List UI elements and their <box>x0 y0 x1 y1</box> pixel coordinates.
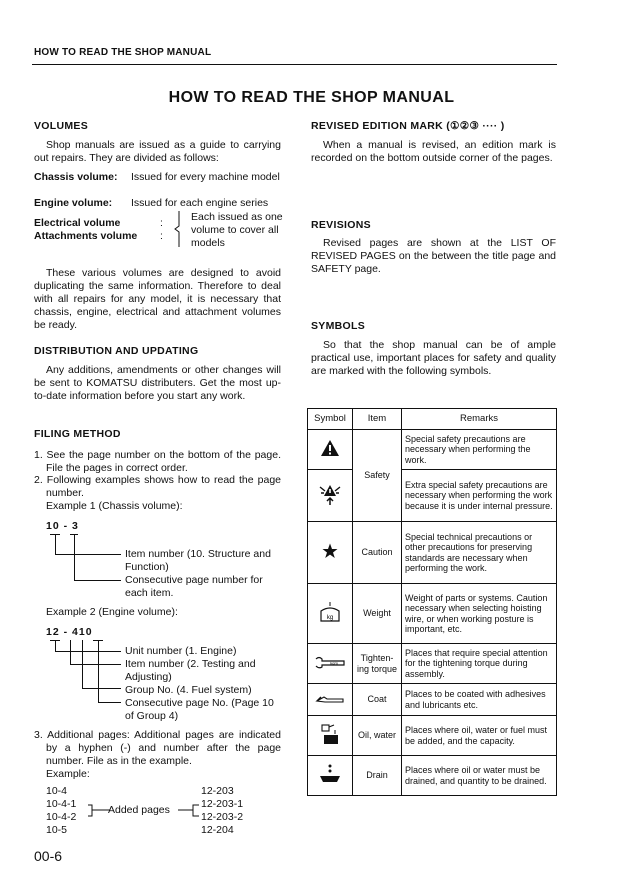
symbol-cell <box>308 684 353 716</box>
torque-wrench-icon <box>314 655 346 669</box>
remarks-cell: Places that require special attention for the tightening torque during assembly. <box>402 644 557 684</box>
item-cell: Caution <box>353 522 402 584</box>
item-cell: Coat <box>353 684 402 716</box>
revisions-paragraph: Revised pages are shown at the LIST OF REVISED PAGES on the between the title page and SAFETY page. <box>311 237 556 275</box>
revised-edition-heading: REVISED EDITION MARK (①②③ ···· ) <box>311 120 505 132</box>
bracket-line <box>82 640 83 688</box>
attachments-volume-label: Attachments volume <box>34 230 138 242</box>
item-cell: Drain <box>353 756 402 796</box>
symbol-cell <box>308 430 353 470</box>
example-2-consecutive: Consecutive page No. (Page 10 of Group 4) <box>125 697 274 722</box>
column-header-symbol: Symbol <box>308 409 353 430</box>
added-pages-label: Added pages <box>108 804 170 816</box>
remarks-cell: Weight of parts or systems. Caution necessary when selecting hoisting wire, or when working posture is important, etc. <box>402 584 557 644</box>
pressure-warning-icon <box>318 482 342 506</box>
table-row <box>308 756 557 796</box>
engine-volume-label: Engine volume: <box>34 197 113 209</box>
example-2-number: 12 - 410 <box>46 626 93 638</box>
table-row <box>308 684 557 716</box>
leader-line <box>82 688 121 689</box>
page-title: HOW TO READ THE SHOP MANUAL <box>168 89 455 106</box>
symbols-paragraph: So that the shop manual can be of ample practical use, important places for safety and quality are marked with the following symbols. <box>311 339 556 377</box>
leader-line <box>98 702 121 703</box>
symbol-cell <box>308 584 353 644</box>
chassis-volume-label: Chassis volume: <box>34 171 118 183</box>
table-row <box>308 430 557 470</box>
page-code: 10-5 <box>46 824 68 836</box>
symbols-heading: SYMBOLS <box>311 320 366 332</box>
table-row <box>308 644 557 684</box>
remarks-cell: Places where oil, water or fuel must be added, and the capacity. <box>402 716 557 756</box>
filing-item-2: 2. Following examples shows how to read the page number. <box>34 474 281 499</box>
page-code: 12-203-2 <box>201 811 244 823</box>
page-code: 12-204 <box>201 824 234 836</box>
header-rule <box>32 64 557 65</box>
remarks-cell: Extra special safety precautions are necessary when performing the work because it is under internal pressure. <box>402 470 557 522</box>
bracket-line <box>74 534 75 580</box>
example-1-label: Example 1 (Chassis volume): <box>46 500 183 512</box>
symbol-cell <box>308 644 353 684</box>
leader-line <box>70 664 121 665</box>
bracket-line <box>55 640 56 651</box>
bracket-line <box>70 640 71 664</box>
weight-icon-text: kg <box>326 615 334 622</box>
revised-edition-paragraph: When a manual is revised, an edition mark is recorded on the bottom outside corner of the pages. <box>311 139 556 164</box>
example-1-consecutive: Consecutive page number for each item. <box>125 574 263 599</box>
page-number: 00-6 <box>34 848 63 864</box>
oil-can-icon <box>318 722 342 746</box>
remarks-cell: Places where oil or water must be drained, and quantity to be drained. <box>402 756 557 796</box>
page-code: 10-4-2 <box>46 811 77 823</box>
volumes-paragraph: These various volumes are designed to avoid duplicating the same information. Therefore to deal with all repairs for any model, it is necessary that chassis, engine, electrical and attachment volumes be ready. <box>34 267 281 331</box>
item-cell: Weight <box>353 584 402 644</box>
symbols-table <box>307 408 557 796</box>
page-code: 10-4 <box>46 785 68 797</box>
warning-triangle-icon <box>320 439 340 457</box>
symbol-cell <box>308 470 353 522</box>
table-row <box>308 522 557 584</box>
volumes-heading: VOLUMES <box>34 120 89 132</box>
table-row <box>308 716 557 756</box>
brace-icon <box>172 210 182 248</box>
remarks-cell: Places to be coated with adhesives and lubricants etc. <box>402 684 557 716</box>
page-code: 12-203-1 <box>201 798 244 810</box>
column-header-item: Item <box>353 409 402 430</box>
coat-brush-icon <box>315 691 345 705</box>
distribution-paragraph: Any additions, amendments or other changes will be sent to KOMATSU distributers. Get the most up-to-date information before you start any work. <box>34 364 281 402</box>
chassis-volume-desc: Issued for every machine model <box>131 171 280 183</box>
item-cell: Oil, water <box>353 716 402 756</box>
example-1-number: 10 - 3 <box>46 520 79 532</box>
electrical-volume-label: Electrical volume <box>34 217 121 229</box>
engine-volume-desc: Issued for each engine series <box>131 197 269 209</box>
symbol-cell <box>308 522 353 584</box>
running-header: HOW TO READ THE SHOP MANUAL <box>34 47 212 58</box>
drain-icon <box>317 763 343 785</box>
example-label: Example: <box>46 768 90 780</box>
item-cell: Safety <box>353 430 402 522</box>
example-2-group: Group No. (4. Fuel system) <box>125 684 252 696</box>
filing-heading: FILING METHOD <box>34 428 121 440</box>
item-cell: Tighten-ing torque <box>353 644 402 684</box>
revisions-heading: REVISIONS <box>311 219 371 231</box>
symbol-cell <box>308 716 353 756</box>
weight-icon <box>317 601 343 623</box>
volumes-intro: Shop manuals are issued as a guide to carrying out repairs. They are divided as follows: <box>34 139 281 164</box>
table-row <box>308 470 557 522</box>
distribution-heading: DISTRIBUTION AND UPDATING <box>34 345 199 357</box>
filing-item-3: 3. Additional pages: Additional pages are indicated by a hyphen (-) and number after the page number. File as in the example. <box>34 729 281 767</box>
page-code: 12-203 <box>201 785 234 797</box>
colon: : <box>160 217 163 229</box>
leader-line <box>55 554 121 555</box>
example-1-item: Item number (10. Structure and Function) <box>125 548 271 573</box>
remarks-cell: Special technical precautions or other precautions for preserving standards are necessary when performing the work. <box>402 522 557 584</box>
leader-line <box>74 580 121 581</box>
colon: : <box>160 230 163 242</box>
bracket-line <box>98 640 99 702</box>
example-2-item: Item number (2. Testing and Adjusting) <box>125 658 256 683</box>
symbol-cell <box>308 756 353 796</box>
table-header-row <box>308 409 557 430</box>
table-row <box>308 584 557 644</box>
filing-item-1: 1. See the page number on the bottom of the page. File the pages in correct order. <box>34 449 281 474</box>
example-2-label: Example 2 (Engine volume): <box>46 606 178 618</box>
torque-icon-text: kgm <box>330 660 338 666</box>
example-2-unit: Unit number (1. Engine) <box>125 645 237 657</box>
bracket-line <box>55 534 56 554</box>
remarks-cell: Special safety precautions are necessary when performing the work. <box>402 430 557 470</box>
leader-line <box>55 651 121 652</box>
page-code: 10-4-1 <box>46 798 77 810</box>
star-icon <box>322 543 338 559</box>
column-header-remarks: Remarks <box>402 409 557 430</box>
bracket-connector <box>177 800 201 822</box>
shared-volume-desc: Each issued as one volume to cover all models <box>191 211 283 249</box>
